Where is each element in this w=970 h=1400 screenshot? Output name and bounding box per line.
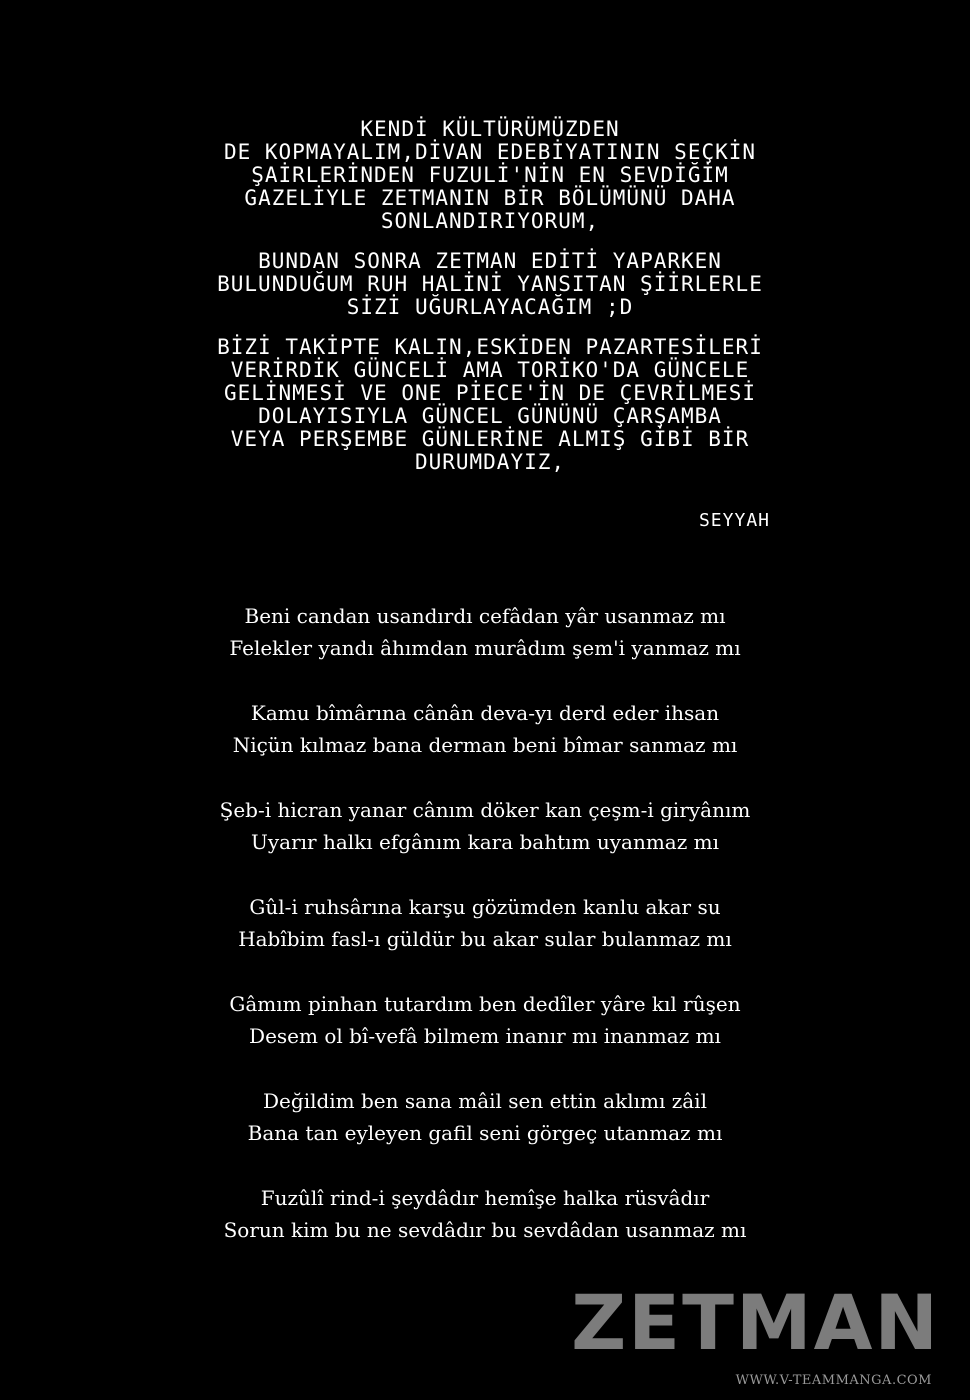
note-paragraph-1 [190,118,790,233]
note-line: ŞAİRLERİNDEN FUZULİ'NİN EN SEVDİĞİM [251,163,729,187]
poem-verse: Bana tan eyleyen gafil seni görgeç utanmaz mı [247,1121,723,1145]
zetman-logo: ZETMAN [571,1278,940,1367]
note-line: VEYA PERŞEMBE GÜNLERİNE ALMIŞ GİBİ BİR [230,427,750,451]
poem-verse: Uyarır halkı efgânım kara bahtım uyanmaz mı [251,830,719,854]
note-line: DOLAYISIYLA GÜNCEL GÜNÜNÜ ÇARŞAMBA [258,404,722,428]
note-line: DE KOPMAYALIM,DİVAN EDEBİYATININ SEÇKİN [223,140,757,164]
note-line: BİZİ TAKİPTE KALIN,ESKİDEN PAZARTESİLERİ [217,335,763,359]
poem-stanza [150,600,820,664]
poem-verse: Habîbim fasl-ı güldür bu akar sular bulanmaz mı [238,927,732,951]
poem-verse: Desem ol bî-vefâ bilmem inanır mı inanmaz mı [249,1024,721,1048]
note-paragraph-3 [190,336,790,474]
poem-stanza [150,1182,820,1246]
poem-stanza [150,891,820,955]
poem-verse: Beni candan usandırdı cefâdan yâr usanmaz mı [244,604,726,628]
poem-verse: Fuzûlî rind-i şeydâdır hemîşe halka rüsvâdır [260,1186,710,1210]
note-line: GAZELİYLE ZETMANIN BİR BÖLÜMÜNÜ DAHA [244,186,736,210]
poem-verse: Gâmım pinhan tutardım ben dedîler yâre kıl rûşen [229,992,741,1016]
poem-stanza [150,988,820,1052]
poem-verse: Gûl-i ruhsârına karşu gözümden kanlu akar su [249,895,721,919]
note-paragraph-2 [190,250,790,319]
translator-note [190,118,790,491]
poem-verse: Kamu bîmârına cânân deva-yı derd eder ihsan [250,701,720,725]
note-line: BUNDAN SONRA ZETMAN EDİTİ YAPARKEN [258,249,722,273]
note-line: GELİNMESİ VE ONE PİECE'İN DE ÇEVRİLMESİ [223,381,757,405]
note-line: DURUMDAYIZ, [414,450,566,474]
poem-verse: Felekler yandı âhımdan murâdım şem'i yanmaz mı [229,636,741,660]
poem-stanza [150,697,820,761]
poem-verse: Değildim ben sana mâil sen ettin aklımı zâil [263,1089,707,1113]
note-line: KENDİ KÜLTÜRÜMÜZDEN [360,117,620,141]
poem-verse: Niçün kılmaz bana derman beni bîmar sanmaz mı [232,733,738,757]
note-line: SİZİ UĞURLAYACAĞIM ;D [346,295,634,319]
note-line: BULUNDUĞUM RUH HALİNİ YANSITAN ŞİİRLERLE [217,272,763,296]
poem-stanza [150,794,820,858]
poem-verse: Sorun kim bu ne sevdâdır bu sevdâdan usanmaz mı [223,1218,747,1242]
poem-stanza [150,1085,820,1149]
scanlation-site-url: WWW.V-TEAMMANGA.COM [735,1373,932,1388]
poem-gazel [150,600,820,1279]
poem-verse: Şeb-i hicran yanar cânım döker kan çeşm-i giryânım [219,798,751,822]
note-line: VERİRDİK GÜNCELİ AMA TORİKO'DA GÜNCELE [230,358,750,382]
note-signature: SEYYAH [698,510,770,531]
note-line: SONLANDIRIYORUM, [380,209,600,233]
